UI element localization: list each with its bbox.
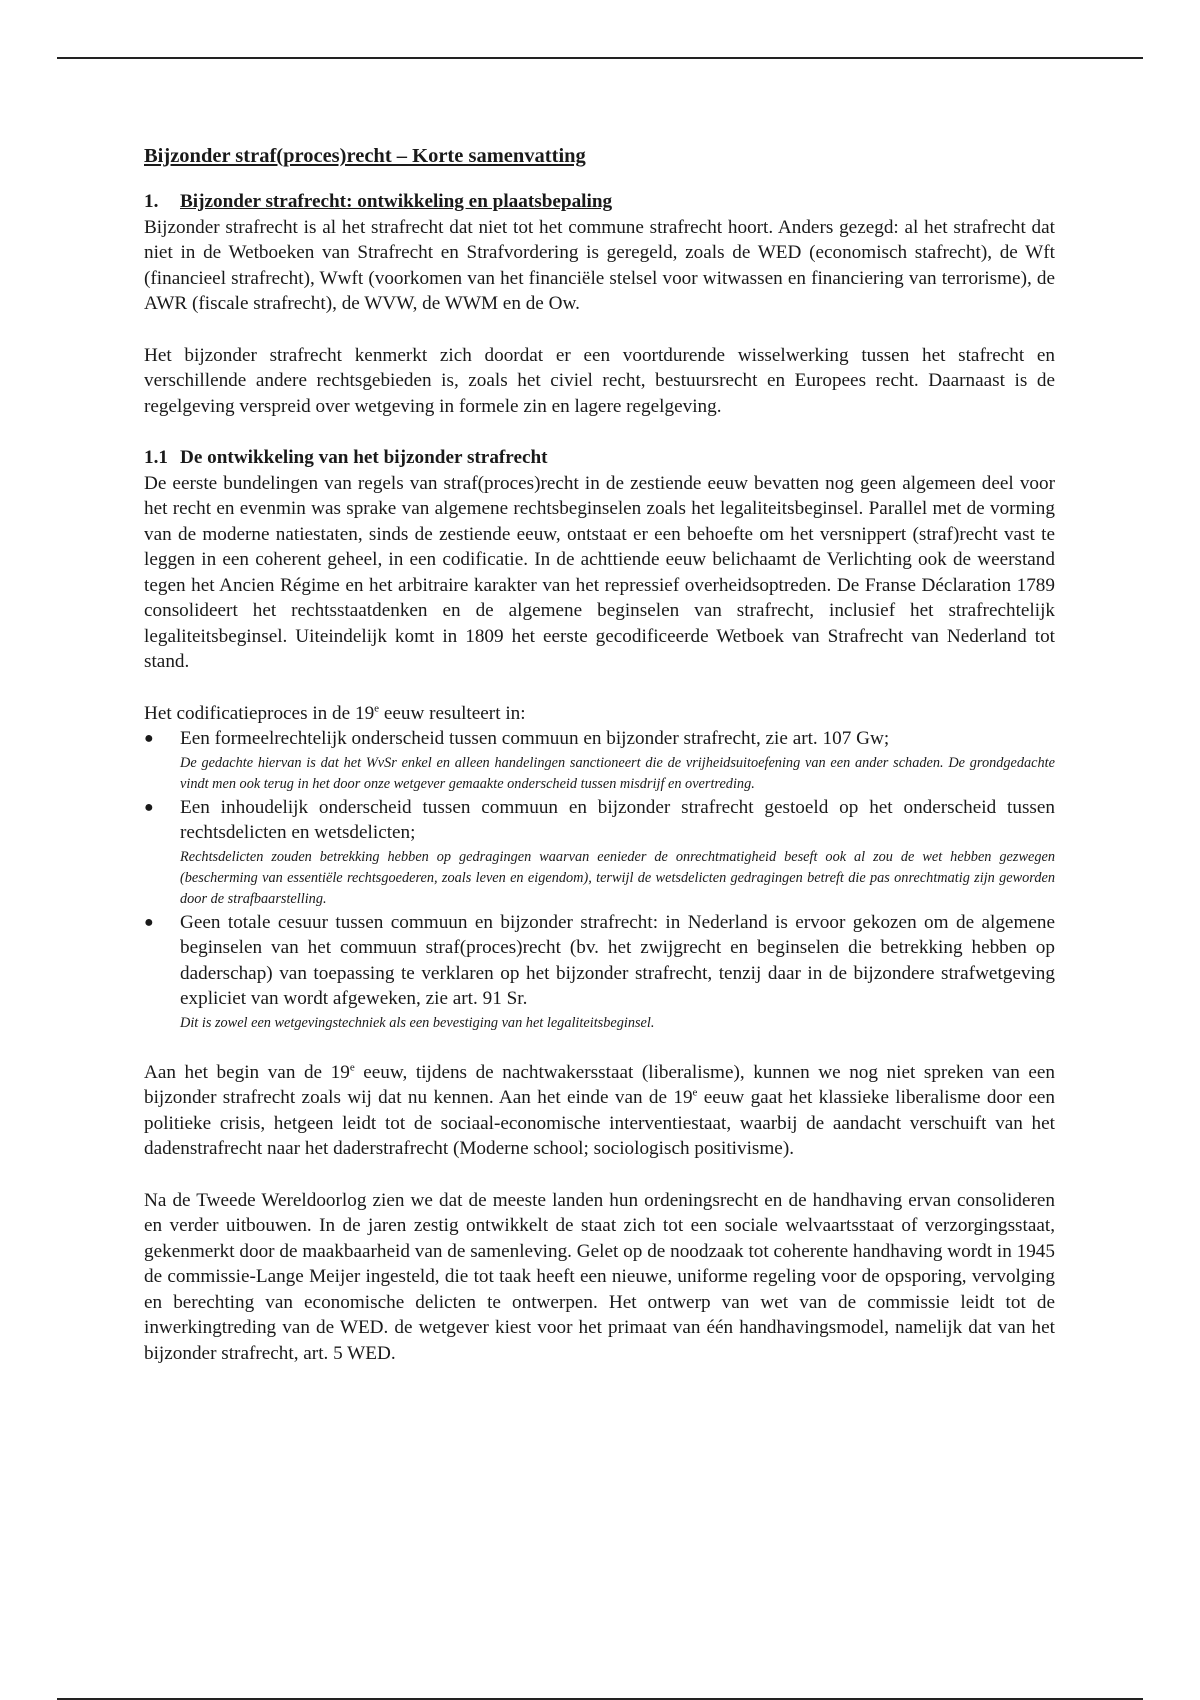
list-item-note: De gedachte hiervan is dat het WvSr enkel en alleen handelingen sanctioneert die de vrijheidsuitoefening van een ander schaden. De grondgedachte vindt men ook terug in het door onze wetgever gemaakte onderscheid tussen misdrijf en overtreding. bbox=[180, 754, 1055, 792]
section-1-1-heading bbox=[144, 445, 1055, 471]
bullet-icon: ● bbox=[144, 730, 154, 747]
document-page bbox=[144, 143, 1055, 1366]
list-item bbox=[144, 726, 1055, 795]
section-1-1-paragraph-3 bbox=[144, 1060, 1055, 1162]
section-1-paragraph-2: Het bijzonder strafrecht kenmerkt zich doordat er een voortdurende wisselwerking tussen het stafrecht en verschillende andere rechtsgebieden is, zoals het civiel recht, bestuursrecht en Europees recht. Daarnaast is de regelgeving verspreid over wetgeving in formele zin en lagere regelgeving. bbox=[144, 344, 1055, 417]
bullet-icon: ● bbox=[144, 913, 154, 931]
section-1-paragraph-1: Bijzonder strafrecht is al het strafrecht dat niet tot het commune strafrecht hoort. Anders gezegd: al het strafrecht dat niet in de Wetboeken van Strafrecht en Strafvordering is geregeld, zoals de WED (economisch stafrecht), de Wft (financieel strafrecht), Wwft (voorkomen van het financiële stelsel voor witwassen en financiering van terrorisme), de AWR (fiscale strafrecht), de WVW, de WWM en de Ow. bbox=[144, 216, 1055, 314]
list-intro-superscript: e bbox=[374, 702, 380, 715]
paragraph-3-text-c: eeuw gaat het klassieke liberalisme door een politieke crisis, hetgeen leidt tot de sociaal-economische interventiestaat, waarbij de aandacht verschuift van het dadenstrafrecht naar het daderstrafrecht (Moderne school; sociologisch positivisme). bbox=[144, 1087, 1056, 1159]
section-1-1-number: 1.1 bbox=[144, 447, 168, 468]
section-1-heading bbox=[144, 189, 1055, 215]
list-item bbox=[144, 910, 1055, 1034]
list-item-note: Dit is zowel een wetgevingstechniek als een bevestiging van het legaliteitsbeginsel. bbox=[180, 1014, 655, 1031]
section-1-number: 1. bbox=[144, 191, 159, 212]
list-item bbox=[144, 795, 1055, 910]
bullet-icon: ● bbox=[144, 798, 154, 816]
paragraph-3-text-a: Aan het begin van de 19 bbox=[144, 1061, 350, 1083]
section-1-1-paragraph-4: Na de Tweede Wereldoorlog zien we dat de meeste landen hun ordeningsrecht en de handhaving ervan consolideren en verder uitbouwen. In de jaren zestig ontwikkelt de staat zich tot een sociale welvaartsstaat of verzorgingsstaat, gekenmerkt door de maakbaarheid van de samenleving. Gelet op de noodzaak tot coherente handhaving wordt in 1945 de commissie-Lange Meijer ingesteld, die tot taak heeft een nieuwe, uniforme regeling voor de opsporing, vervolging en berechting van economische delicten te ontwerpen. Het ontwerp van wet van de commissie leidt tot de inwerkingtreding van de WED. de wetgever kiest voor het primaat van één handhavingsmodel, namelijk dat van het bijzonder strafrecht, art. 5 WED. bbox=[144, 1189, 1055, 1364]
codification-list bbox=[144, 726, 1055, 1034]
section-1-1-paragraph-1: De eerste bundelingen van regels van straf(proces)recht in de zestiende eeuw bevatten nog geen algemeen deel voor het recht en evenmin was sprake van algemene rechtsbeginselen zoals het legaliteitsbeginsel. Parallel met de vorming van de moderne natiestaten, sinds de zestiende eeuw, ontstaat er een behoefte om het versnippert (straf)recht vast te leggen in een coherent geheel, in een codificatie. In de achttiende eeuw belichaamt de Verlichting ook de weerstand tegen het Ancien Régime en het arbitraire karakter van het repressief overheidsoptreden. De Franse Déclaration 1789 consolideert het rechtsstaatdenken en de algemene beginselen van strafrecht, inclusief het strafrechtelijk legaliteitsbeginsel. Uiteindelijk komt in 1809 het eerste gecodificeerde Wetboek van Strafrecht van Nederland tot stand. bbox=[144, 472, 1055, 672]
list-intro-text-end: eeuw resulteert in: bbox=[379, 702, 526, 724]
header-rule bbox=[57, 57, 1143, 59]
list-item-note: Rechtsdelicten zouden betrekking hebben op gedragingen waarvan eenieder de onrechtmatigheid beseft ook al zou de wet hebben gezwegen (bescherming van essentiële rechtsgoederen, zoals leven en eigendom), terwijl de wetsdelicten gedragingen betreft die pas onrechtmatig zijn geworden door de strafbaarstelling. bbox=[180, 848, 1055, 907]
document-title: Bijzonder straf(proces)recht – Korte samenvatting bbox=[144, 145, 586, 167]
paragraph-3-text-b: eeuw, tijdens de nachtwakersstaat (liberalisme), kunnen we nog niet spreken van een bijzonder strafrecht zoals wij dat nu kennen. Aan het einde van de 19 bbox=[144, 1061, 1055, 1108]
list-intro-text: Het codificatieproces in de 19 bbox=[144, 702, 375, 724]
list-item-text: Een formeelrechtelijk onderscheid tussen commuun en bijzonder strafrecht, zie art. 107 Gw; bbox=[180, 728, 890, 749]
section-1-title: Bijzonder strafrecht: ontwikkeling en plaatsbepaling bbox=[180, 191, 613, 212]
paragraph-3-superscript-2: e bbox=[692, 1086, 698, 1099]
list-item-text: Een inhoudelijk onderscheid tussen commuun en bijzonder strafrecht gestoeld op het onderscheid tussen rechtsdelicten en wetsdelicten; bbox=[180, 796, 1055, 843]
list-item-text: Geen totale cesuur tussen commuun en bijzonder strafrecht: in Nederland is ervoor gekozen om de algemene beginselen van het commuun straf(proces)recht (bv. het zwijgrecht en beginselen die betrekking hebben op daderschap) van toepassing te verklaren op het bijzonder strafrecht, tenzij daar in de bijzondere strafwetgeving expliciet van wordt afgeweken, zie art. 91 Sr. bbox=[180, 911, 1055, 1009]
paragraph-3-superscript-1: e bbox=[349, 1061, 355, 1074]
section-1-1-title: De ontwikkeling van het bijzonder strafrecht bbox=[180, 447, 548, 468]
list-intro bbox=[144, 701, 1055, 727]
